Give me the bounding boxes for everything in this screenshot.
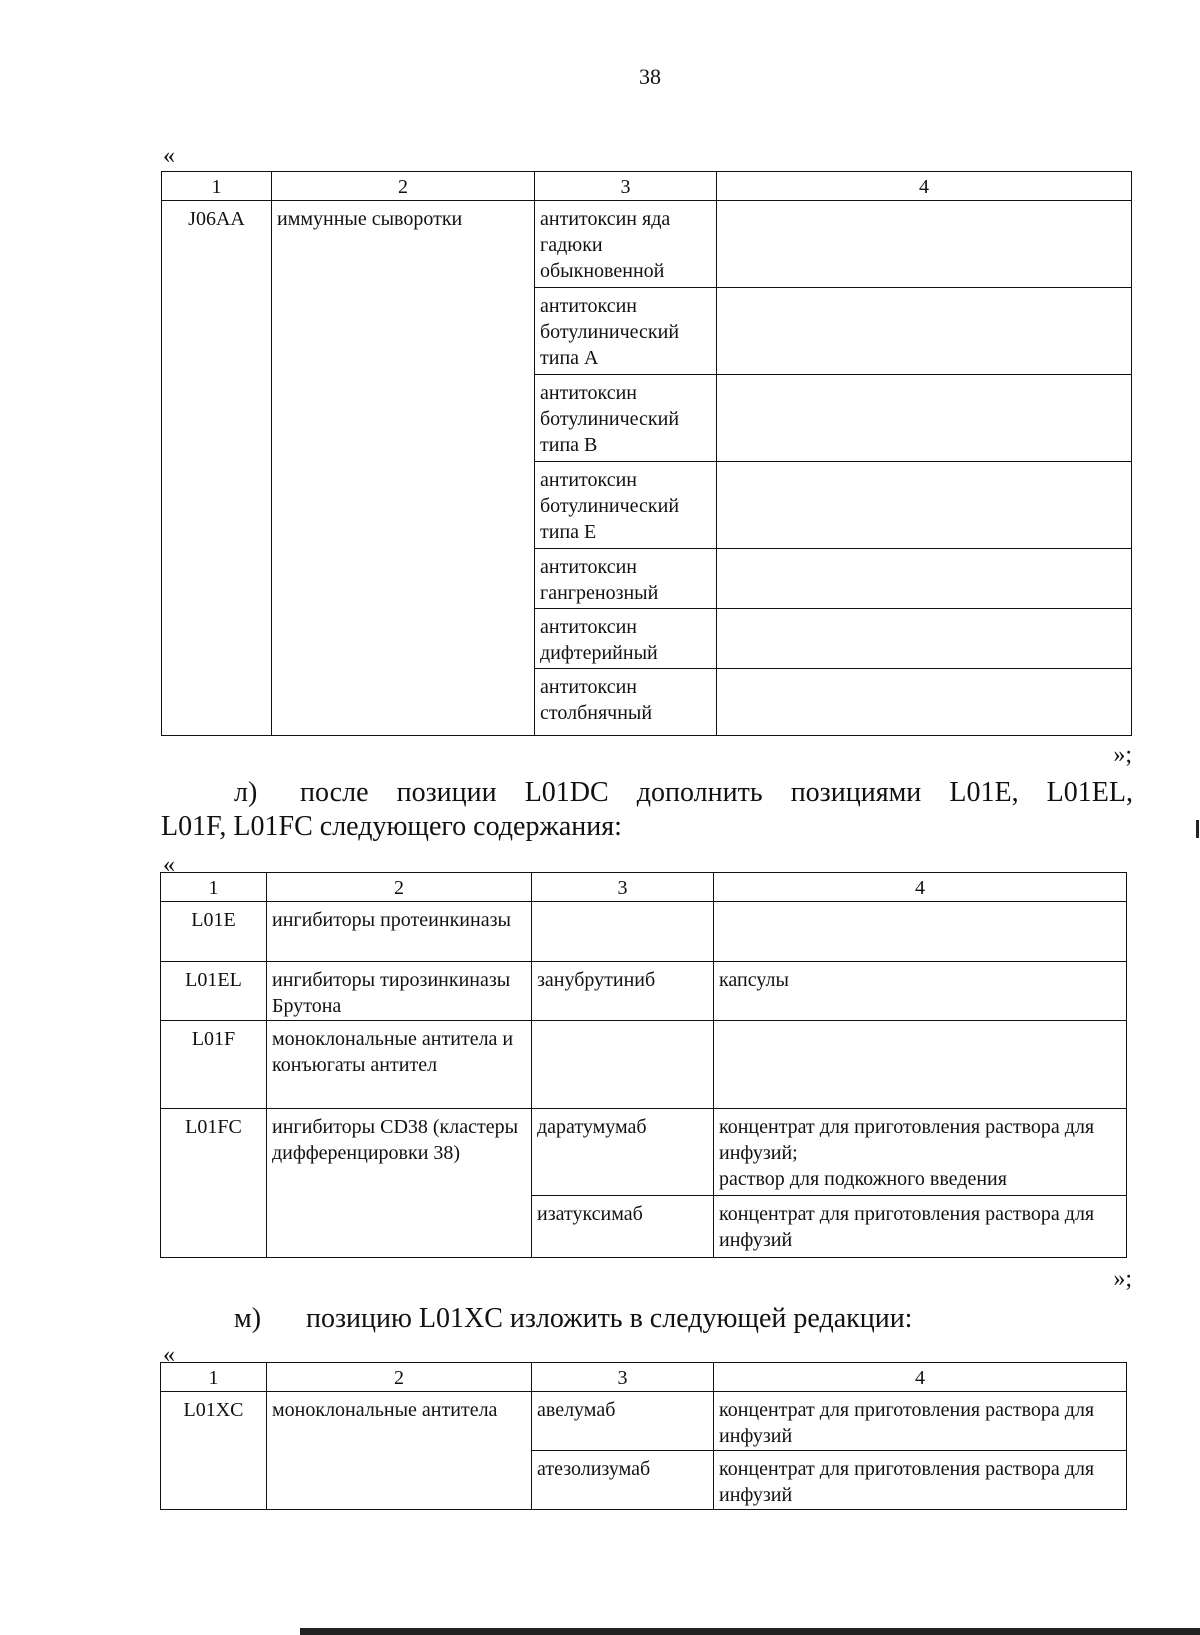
column-header: 3: [532, 1363, 714, 1392]
dosage-form: [717, 288, 1132, 375]
drug-name: антитоксин ботулинический типа В: [535, 375, 717, 462]
column-header: 1: [161, 873, 267, 902]
atc-code: L01FC: [161, 1109, 267, 1258]
table-row: [161, 902, 1127, 962]
atc-group: иммунные сыворотки: [272, 201, 535, 736]
table-l01e: [160, 872, 1127, 1258]
open-quote: «: [163, 143, 175, 169]
dosage-form: [714, 902, 1127, 962]
table-row: [161, 1109, 1127, 1196]
drug-name: изатуксимаб: [532, 1196, 714, 1258]
atc-group: моноклональные антитела и конъюгаты антител: [267, 1021, 532, 1109]
drug-name: [532, 902, 714, 962]
column-header: 1: [162, 172, 272, 201]
dosage-form-line: концентрат для приготовления раствора для инфузий;: [719, 1116, 1095, 1164]
dosage-form: [717, 201, 1132, 288]
table-header-row: [161, 1363, 1127, 1392]
drug-name: занубрутиниб: [532, 962, 714, 1021]
table-header-row: [161, 873, 1127, 902]
atc-code: L01F: [161, 1021, 267, 1109]
column-header: 4: [714, 873, 1127, 902]
dosage-form-line: раствор для подкожного введения: [719, 1168, 1007, 1190]
column-header: 4: [714, 1363, 1127, 1392]
close-quote: »;: [1113, 742, 1132, 768]
drug-name: атезолизумаб: [532, 1451, 714, 1510]
atc-code: J06AA: [162, 201, 272, 736]
atc-code: L01E: [161, 902, 267, 962]
column-header: 4: [717, 172, 1132, 201]
paragraph-l: [161, 776, 1133, 844]
atc-group: моноклональные антитела: [267, 1392, 532, 1510]
dosage-form: концентрат для приготовления раствора для инфузий: [714, 1451, 1127, 1510]
page-number: 38: [639, 64, 661, 89]
scan-edge-mark: [1196, 820, 1199, 838]
dosage-form: [717, 549, 1132, 609]
drug-name: антитоксин столбнячный: [535, 669, 717, 736]
open-quote: «: [163, 852, 175, 878]
table-row: [162, 201, 1132, 288]
atc-group: ингибиторы CD38 (кластеры дифференцировки 38): [267, 1109, 532, 1258]
dosage-form: концентрат для приготовления раствора для инфузий: [714, 1392, 1127, 1451]
drug-name: антитоксин яда гадюки обыкновенной: [535, 201, 717, 288]
dosage-form: концентрат для приготовления раствора для инфузий: [714, 1196, 1127, 1258]
drug-name: даратумумаб: [532, 1109, 714, 1196]
atc-group: ингибиторы тирозинкиназы Брутона: [267, 962, 532, 1021]
atc-code: L01EL: [161, 962, 267, 1021]
dosage-form: [717, 375, 1132, 462]
paragraph-line: позицию L01XC изложить в следующей редакции:: [306, 1303, 913, 1334]
atc-code: L01XC: [161, 1392, 267, 1510]
column-header: 1: [161, 1363, 267, 1392]
dosage-form: [714, 1109, 1127, 1196]
paragraph-m: [234, 1302, 912, 1336]
column-header: 3: [535, 172, 717, 201]
column-header: 2: [267, 873, 532, 902]
drug-name: [532, 1021, 714, 1109]
table-j06aa: [161, 171, 1132, 736]
table-row: [161, 1021, 1127, 1109]
table-header-row: [162, 172, 1132, 201]
open-quote: «: [163, 1342, 175, 1368]
column-header: 2: [267, 1363, 532, 1392]
drug-name: антитоксин ботулинический типа А: [535, 288, 717, 375]
paragraph-line: L01F, L01FC следующего содержания:: [161, 811, 622, 842]
scan-edge-line: [300, 1628, 1200, 1635]
drug-name: авелумаб: [532, 1392, 714, 1451]
drug-name: антитоксин гангренозный: [535, 549, 717, 609]
table-l01xc: [160, 1362, 1127, 1510]
table-row: [161, 962, 1127, 1021]
atc-group: ингибиторы протеинкиназы: [267, 902, 532, 962]
paragraph-marker: м): [234, 1303, 262, 1334]
table-row: [161, 1392, 1127, 1451]
drug-name: антитоксин ботулинический типа Е: [535, 462, 717, 549]
drug-name: антитоксин дифтерийный: [535, 609, 717, 669]
paragraph-marker: л): [234, 777, 258, 808]
dosage-form: [717, 669, 1132, 736]
column-header: 3: [532, 873, 714, 902]
paragraph-line: после позиции L01DC дополнить позициями L01E, L01EL,: [300, 777, 1133, 808]
column-header: 2: [272, 172, 535, 201]
dosage-form: [717, 609, 1132, 669]
dosage-form: [714, 1021, 1127, 1109]
close-quote: »;: [1113, 1266, 1132, 1292]
dosage-form: капсулы: [714, 962, 1127, 1021]
dosage-form: [717, 462, 1132, 549]
